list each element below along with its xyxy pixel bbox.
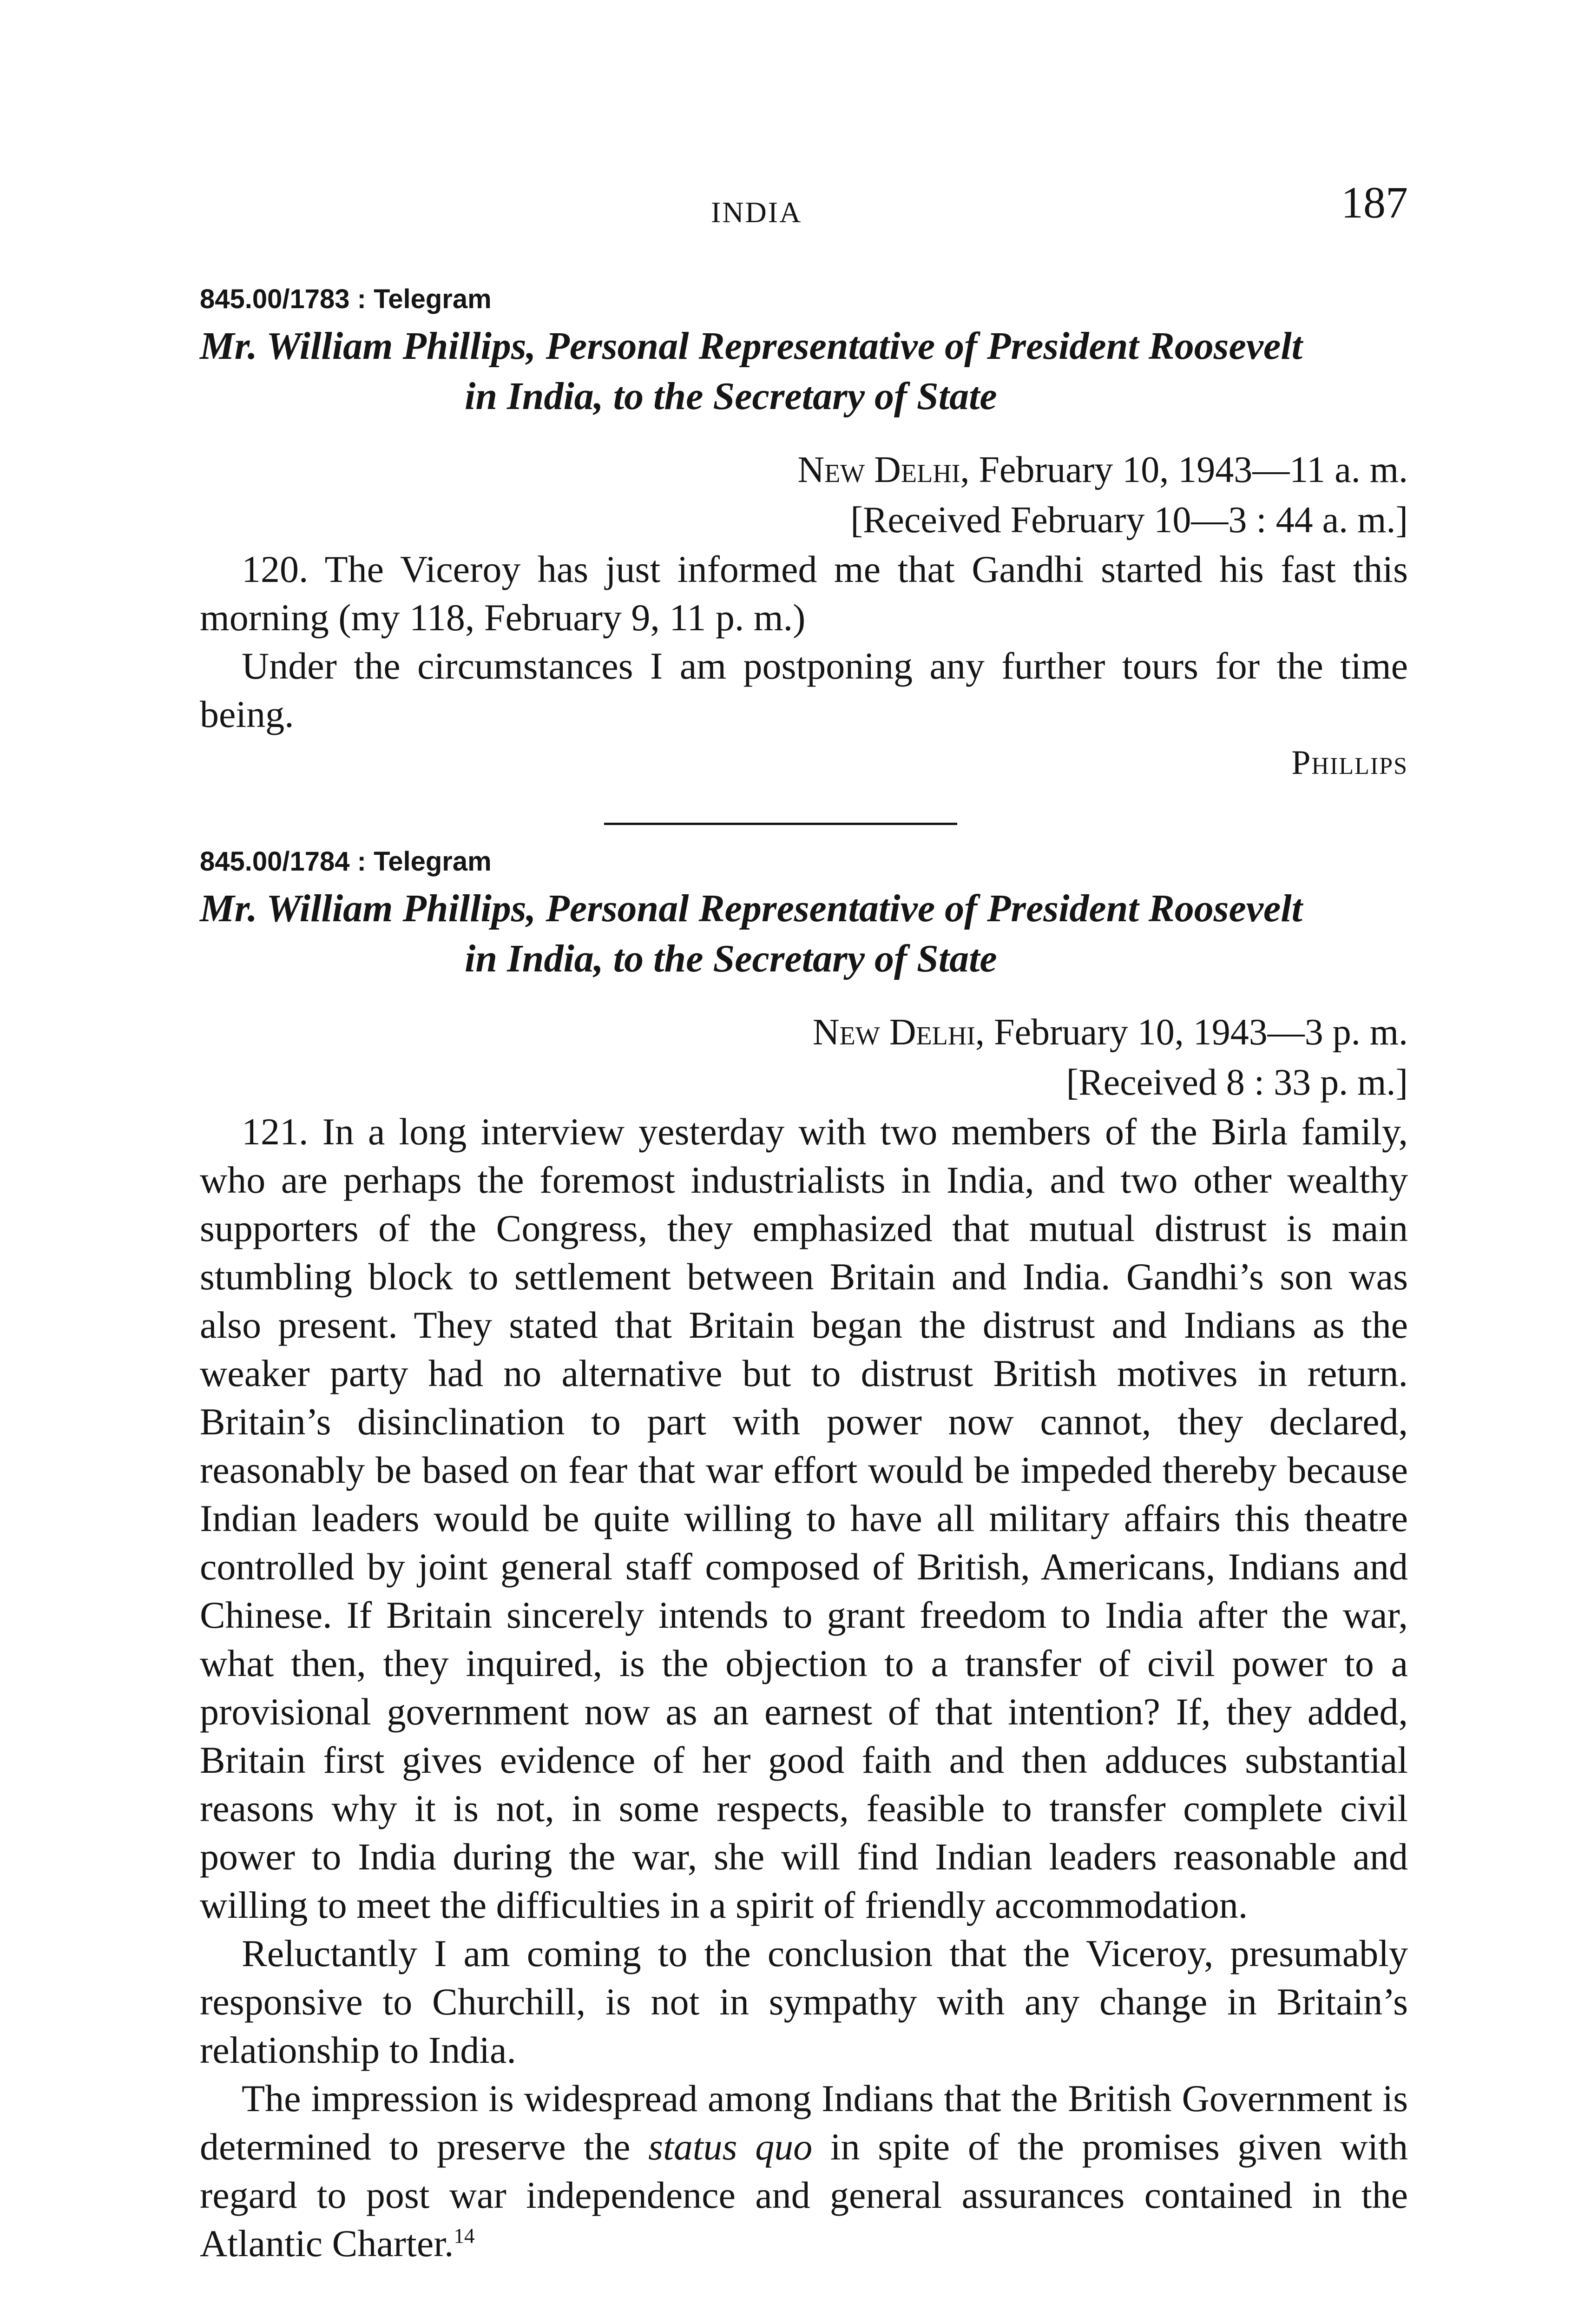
paragraph-text: The impression is widespread among Indians that the British Government is determined to preserve the [200, 2077, 1408, 2168]
body-paragraph: 120. The Viceroy has just informed me that Gandhi started his fast this morning (my 118, February 9, 11 p. m.) [200, 548, 1408, 639]
signature: Phillips [1291, 744, 1408, 782]
dateline-date: , February 10, 1943—11 a. m. [960, 449, 1408, 490]
dateline-date: , February 10, 1943—3 p. m. [975, 1012, 1408, 1053]
doc-id: 845.00/1783 : Telegram [200, 284, 492, 314]
doc-title-line1: Mr. William Phillips, Personal Representative of President Roosevelt [200, 887, 1302, 930]
body-paragraph [200, 2074, 1408, 2268]
received-line: [Received February 10—3 : 44 a. m.] [850, 500, 1408, 541]
dateline-place: New Delhi [812, 1012, 975, 1053]
running-head: INDIA [711, 196, 802, 229]
dateline [200, 1007, 1408, 1057]
body-paragraph: Reluctantly I am coming to the conclusion that the Viceroy, presumably responsive to Churchill, is not in sympathy with any change in Britain’s relationship to India. [200, 1932, 1408, 2071]
telegram-1784 [200, 846, 1408, 2268]
page-number: 187 [1341, 178, 1408, 227]
telegram-body [200, 1108, 1408, 2268]
dateline-place: New Delhi [797, 449, 960, 490]
doc-id: 845.00/1784 : Telegram [200, 846, 492, 877]
paragraph-text: in spite of the promises given with regard to post war independence and general assurances contained in the Atlantic Charter. [200, 2126, 1408, 2265]
telegram-body [200, 545, 1408, 739]
body-paragraph: Under the circumstances I am postponing any further tours for the time being. [200, 645, 1408, 735]
footnote-reference[interactable]: 14 [454, 2224, 475, 2248]
body-paragraph: 121. In a long interview yesterday with two members of the Birla family, who are perhaps the foremost industrialists in India, and two other wealthy supporters of the Congress, they emphasized that mutual distrust is main stumbling block to settlement between Britain and India. Gandhi’s son was also present. They stated that Britain began the distrust and Indians as the weaker party had no alternative but to distrust British motives in return. Britain’s disinclination to part with power now cannot, they declared, reasonably be based on fear that war effort would be impeded thereby because Indian leaders would be quite willing to have all military affairs this theatre controlled by joint general staff composed of British, Americans, Indians and Chinese. If Britain sincerely intends to grant freedom to India after the war, what then, they inquired, is the objection to a transfer of civil power to a provisional government now as an earnest of that intention? If, they added, Britain first gives evidence of her good faith and then adduces substantial reasons why it is not, in some respects, feasible to transfer complete civil power to India during the war, she will find Indian leaders reasonable and willing to meet the difficulties in a spirit of friendly accommodation. [200, 1110, 1408, 1926]
dateline [200, 445, 1408, 495]
doc-title-line1: Mr. William Phillips, Personal Representative of President Roosevelt [200, 324, 1302, 368]
doc-title [200, 884, 1408, 984]
page-header [200, 177, 1408, 246]
doc-title-line2: in India, to the Secretary of State [465, 375, 997, 418]
doc-title [200, 321, 1408, 422]
italic-phrase: status quo [648, 2126, 813, 2168]
section-divider [604, 823, 957, 825]
telegram-1783 [200, 284, 1408, 783]
doc-title-line2: in India, to the Secretary of State [465, 937, 997, 980]
received-line: [Received 8 : 33 p. m.] [1066, 1062, 1408, 1103]
